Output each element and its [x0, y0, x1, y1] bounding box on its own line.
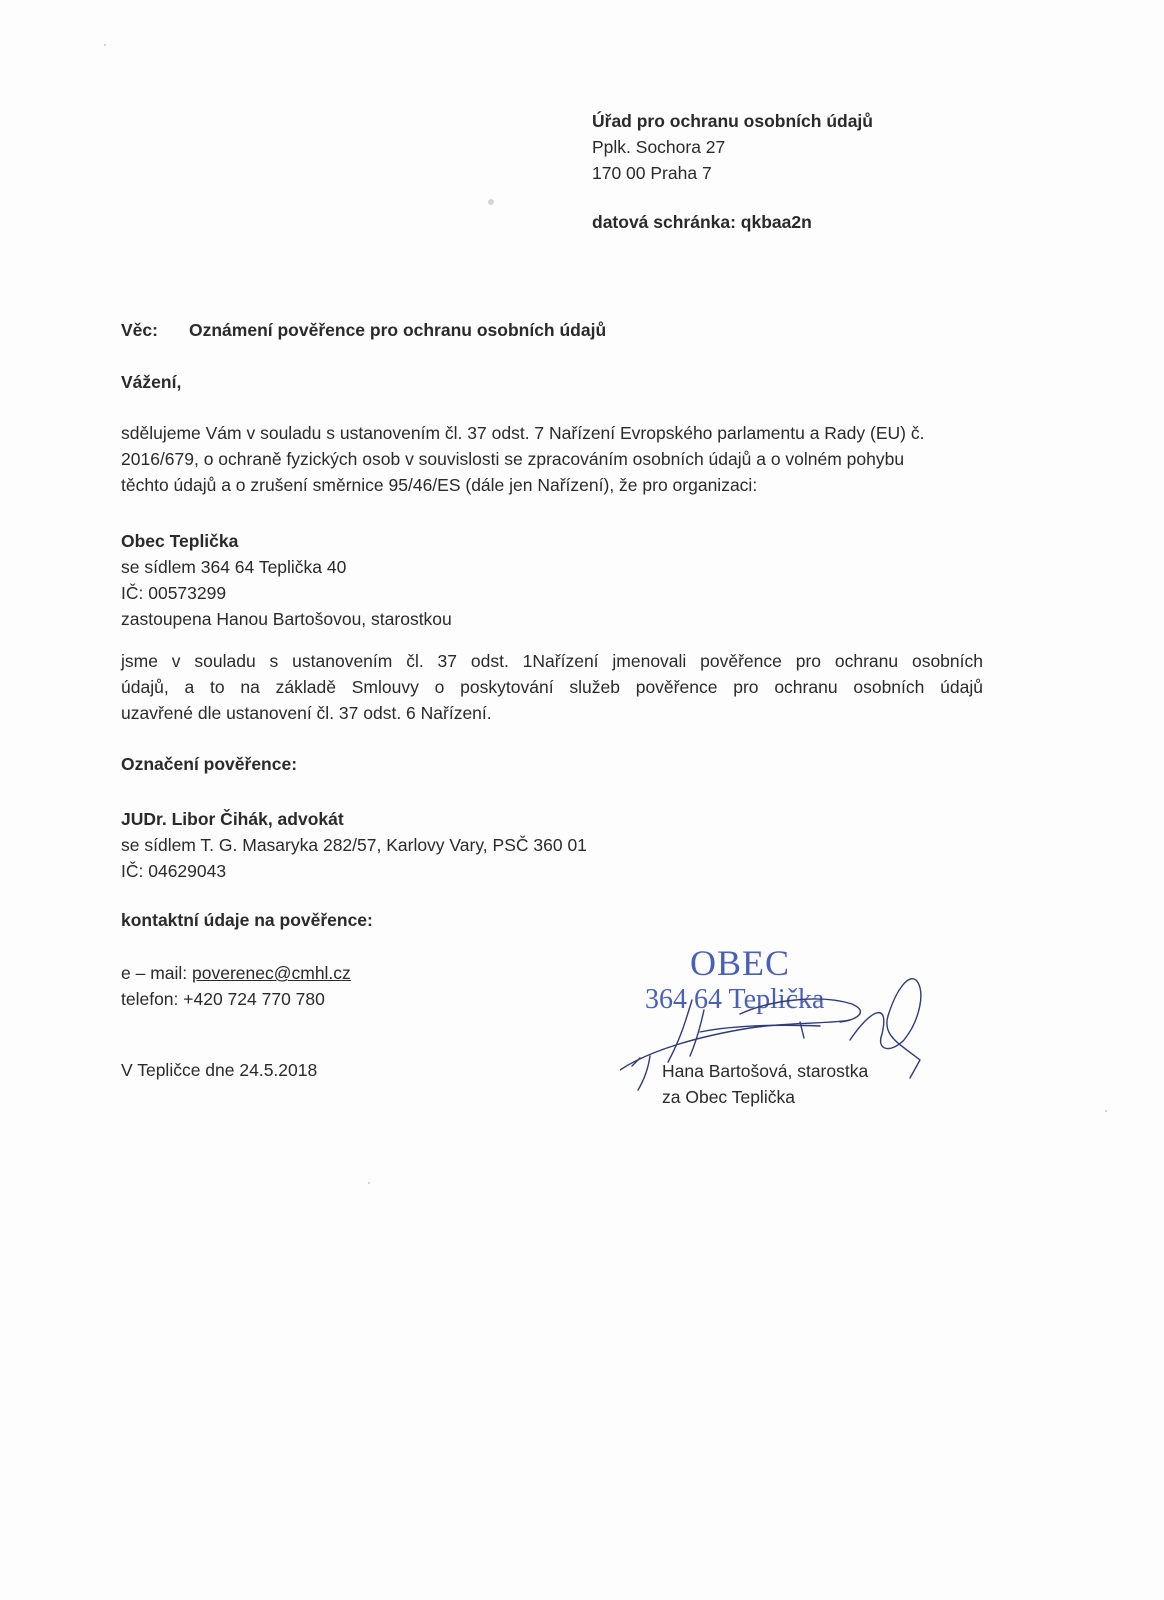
signature-stroke — [690, 1010, 704, 1056]
appointment-paragraph — [121, 648, 983, 726]
scan-speck — [104, 44, 106, 46]
subject-label: Věc: — [121, 320, 158, 340]
recipient-street: Pplk. Sochora 27 — [592, 137, 726, 157]
subject-text: Oznámení pověřence pro ochranu osobních údajů — [189, 320, 607, 340]
signature-stroke — [800, 1022, 804, 1038]
signature-stroke — [638, 1056, 650, 1090]
recipient-address — [592, 108, 873, 186]
paragraph-line: údajů, a to na základě Smlouvy o poskytování služeb pověřence pro ochranu osobních údajů — [121, 677, 983, 697]
organization-seat: se sídlem 364 64 Teplička 40 — [121, 557, 347, 577]
recipient-name: Úřad pro ochranu osobních údajů — [592, 111, 873, 131]
officer-block — [121, 806, 587, 884]
contact-block — [121, 960, 351, 1012]
paragraph-line: těchto údajů a o zrušení směrnice 95/46/ES (dále jen Nařízení), že pro organizaci: — [121, 475, 758, 495]
organization-ic: IČ: 00573299 — [121, 583, 227, 603]
paragraph-line: uzavřené dle ustanovení čl. 37 odst. 6 Nařízení. — [121, 703, 492, 723]
organization-block — [121, 528, 452, 632]
scan-speck — [488, 199, 494, 205]
signature-stroke — [668, 1000, 692, 1062]
stamp-line1: OBEC — [690, 943, 791, 983]
scan-speck — [1105, 1110, 1107, 1112]
paragraph-line: 2016/679, o ochraně fyzických osob v souvislosti se zpracováním osobních údajů a o volném pohybu — [121, 449, 905, 469]
intro-paragraph — [121, 420, 924, 498]
officer-ic: IČ: 04629043 — [121, 861, 227, 881]
scan-speck — [368, 1182, 370, 1184]
signature-stroke — [740, 999, 860, 1022]
signer-block — [662, 1058, 868, 1110]
officer-name: JUDr. Libor Čihák, advokát — [121, 809, 344, 829]
signer-org: za Obec Teplička — [662, 1087, 795, 1107]
designation-heading: Označení pověřence: — [121, 754, 298, 774]
recipient-city: 170 00 Praha 7 — [592, 163, 712, 183]
email-prefix: e – mail: — [121, 963, 192, 983]
paragraph-line: jsme v souladu s ustanovením čl. 37 odst. 1Nařízení jmenovali pověřence pro ochranu osobních — [121, 651, 983, 671]
signer-name: Hana Bartošová, starostka — [662, 1061, 869, 1081]
officer-seat: se sídlem T. G. Masaryka 282/57, Karlovy Vary, PSČ 360 01 — [121, 835, 587, 855]
stamp-line2: 364 64 Teplička — [645, 984, 825, 1015]
contact-phone: telefon: +420 724 770 780 — [121, 989, 325, 1009]
paragraph-line: sdělujeme Vám v souladu s ustanovením čl. 37 odst. 7 Nařízení Evropského parlamentu a Rady (EU) č. — [121, 423, 925, 443]
contact-email-line — [121, 960, 351, 986]
organization-representative: zastoupena Hanou Bartošovou, starostkou — [121, 609, 452, 629]
organization-name: Obec Teplička — [121, 531, 239, 551]
email-link[interactable]: poverenec@cmhl.cz — [192, 963, 351, 983]
contact-heading: kontaktní údaje na pověřence: — [121, 910, 373, 930]
salutation: Vážení, — [121, 372, 182, 392]
place-date: V Tepličce dne 24.5.2018 — [121, 1060, 318, 1080]
recipient-databox: datová schránka: qkbaa2n — [592, 212, 812, 232]
